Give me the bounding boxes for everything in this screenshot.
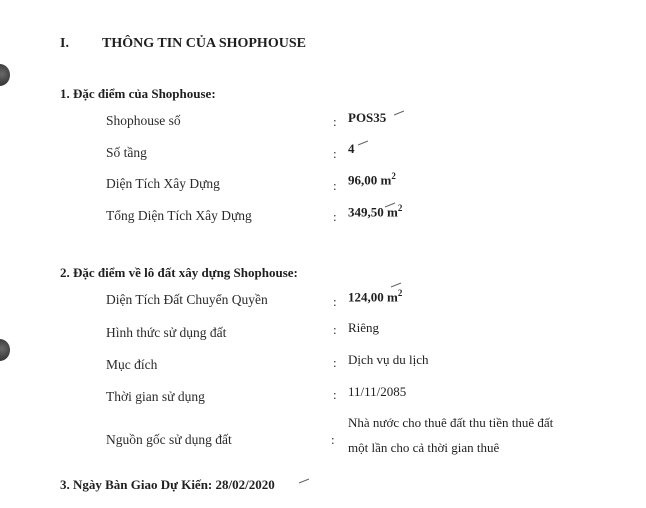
land-area-value: 124,00 $m^2$ — [348, 288, 403, 305]
section-number: I. — [60, 36, 69, 51]
row-label: Số tầng — [106, 145, 147, 160]
row-label: Tổng Diện Tích Xây Dựng — [106, 208, 252, 223]
row-colon: : — [333, 114, 337, 129]
row-label: Nguồn gốc sử dụng đất — [106, 432, 232, 447]
floors-value: 4 — [348, 141, 355, 156]
checkmark-icon — [298, 478, 310, 484]
row-colon: : — [331, 432, 335, 447]
part2-heading: 2. Đặc điểm về lô đất xây dựng Shophouse: — [60, 265, 298, 280]
checkmark-icon — [384, 202, 396, 208]
row-label: Thời gian sử dụng — [106, 389, 205, 404]
row-label: Diện Tích Xây Dựng — [106, 176, 220, 191]
punch-hole-bottom — [0, 339, 10, 361]
construction-area-value: 96,00 $m^2$ — [348, 171, 396, 188]
land-origin-value-line1: Nhà nước cho thuê đất thu tiền thuê đất — [348, 415, 554, 430]
usage-term-value: 11/11/2085 — [348, 384, 407, 399]
checkmark-icon — [393, 110, 405, 116]
section-title: THÔNG TIN CỦA SHOPHOUSE — [102, 36, 306, 51]
row-colon: : — [333, 355, 337, 370]
part3-heading: 3. Ngày Bàn Giao Dự Kiến: 28/02/2020 — [60, 477, 275, 492]
row-value — [348, 110, 386, 126]
row-colon: : — [333, 146, 337, 161]
shophouse-number: POS35 — [348, 110, 387, 125]
punch-hole-top — [0, 64, 10, 86]
row-label: Shophouse số — [106, 113, 181, 128]
row-colon: : — [333, 294, 337, 309]
land-use-form-value: Riêng — [348, 320, 380, 335]
checkmark-icon — [390, 282, 402, 288]
row-colon: : — [333, 209, 337, 224]
row-label: Hình thức sử dụng đất — [106, 325, 227, 340]
part1-heading: 1. Đặc điểm của Shophouse: — [60, 86, 216, 101]
row-label: Mục đích — [106, 357, 158, 372]
row-colon: : — [333, 178, 337, 193]
purpose-value: Dịch vụ du lịch — [348, 352, 429, 367]
total-construction-area-value: 349,50 $m^2$ — [348, 203, 403, 220]
row-colon: : — [333, 387, 337, 402]
row-label: Diện Tích Đất Chuyển Quyền — [106, 292, 268, 307]
land-origin-value-line2: một lần cho cả thời gian thuê — [348, 440, 500, 455]
row-colon: : — [333, 322, 337, 337]
checkmark-icon — [357, 140, 369, 146]
